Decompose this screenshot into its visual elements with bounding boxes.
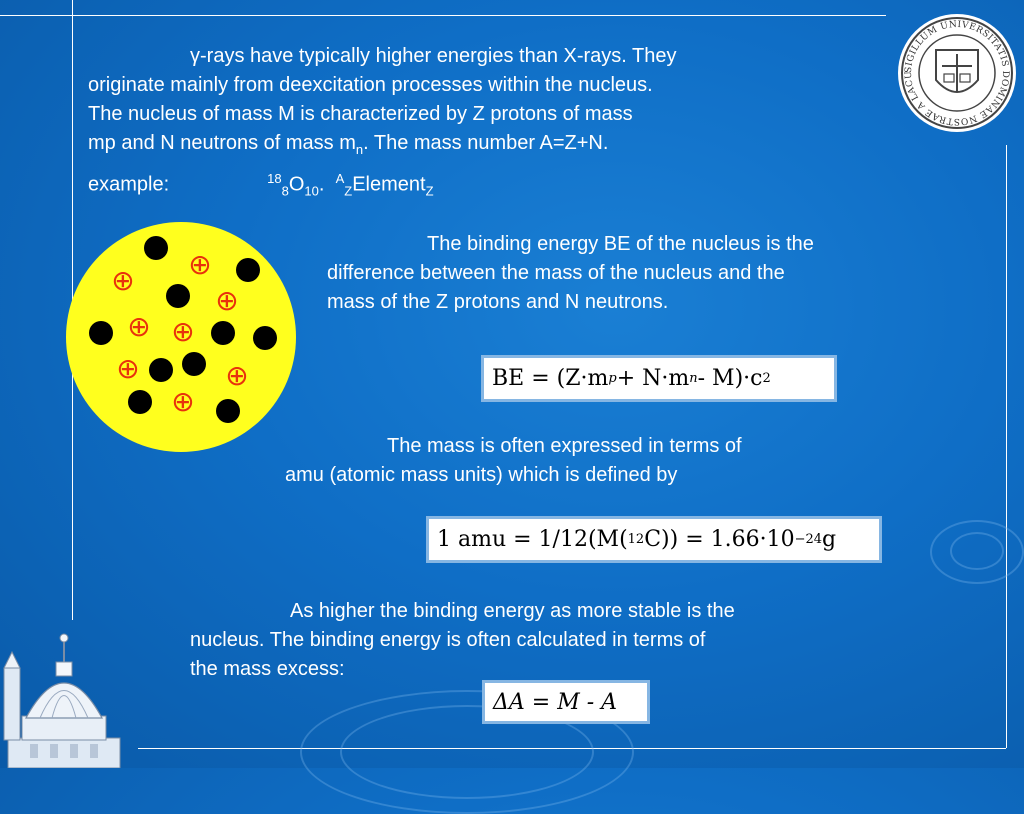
frame-right-line: [1006, 145, 1007, 748]
dome-building-illustration: [0, 628, 130, 768]
amu-formula: 1 amu = 1/12(M( 12 C)) = 1.66·10 −24 g: [426, 516, 882, 563]
proton: ⊕: [225, 359, 249, 392]
mass-excess-paragraph: As higher the binding energy as more stable is the nucleus. The binding energy is often calculated in terms of the mass excess:: [190, 600, 735, 680]
neutron: [216, 399, 240, 423]
svg-text:SIGILLUM UNIVERSITATIS DOMINAE: SIGILLUM UNIVERSITATIS DOMINAE NOSTRAE A LACU: [903, 19, 1011, 127]
binding-energy-formula: BE = (Z·m p + N·m n - M)·c 2: [481, 355, 837, 402]
gamma-symbol: γ: [190, 45, 200, 67]
proton: ⊕: [111, 264, 135, 297]
proton: ⊕: [171, 385, 195, 418]
amu-paragraph: The mass is often expressed in terms of amu (atomic mass units) which is defined by: [285, 435, 742, 486]
neutron: [211, 321, 235, 345]
proton: ⊕: [171, 315, 195, 348]
neutron: [166, 284, 190, 308]
proton: ⊕: [116, 352, 140, 385]
frame-top-line: [0, 15, 886, 16]
example-label: example:: [88, 173, 170, 196]
gamma-rays-paragraph: γ-rays have typically higher energies than X-rays. They originate mainly from deexcitation processes within the nucleus. The nucleus of mass M is characterized by Z protons of mass mp and N neutrons of mass $m_n$. The mass number A=Z+N. example: $^{18}_8O_{10}$. $^A_Z$Element$_Z$: [88, 45, 677, 199]
university-seal-logo: [898, 14, 1016, 132]
ripple-decoration: [950, 532, 1004, 570]
neutron: [236, 258, 260, 282]
neutron: [253, 326, 277, 350]
proton: ⊕: [127, 310, 151, 343]
binding-energy-paragraph: The binding energy BE of the nucleus is the difference between the mass of the nucleus and the mass of the Z protons and N neutrons.: [327, 233, 814, 313]
proton: ⊕: [188, 248, 212, 281]
mass-excess-formula: ΔA = M - A: [482, 680, 650, 724]
neutron: [128, 390, 152, 414]
neutron: [144, 236, 168, 260]
neutron: [182, 352, 206, 376]
neutron: [149, 358, 173, 382]
nucleus-illustration: [66, 222, 296, 452]
neutron: [89, 321, 113, 345]
proton: ⊕: [215, 284, 239, 317]
